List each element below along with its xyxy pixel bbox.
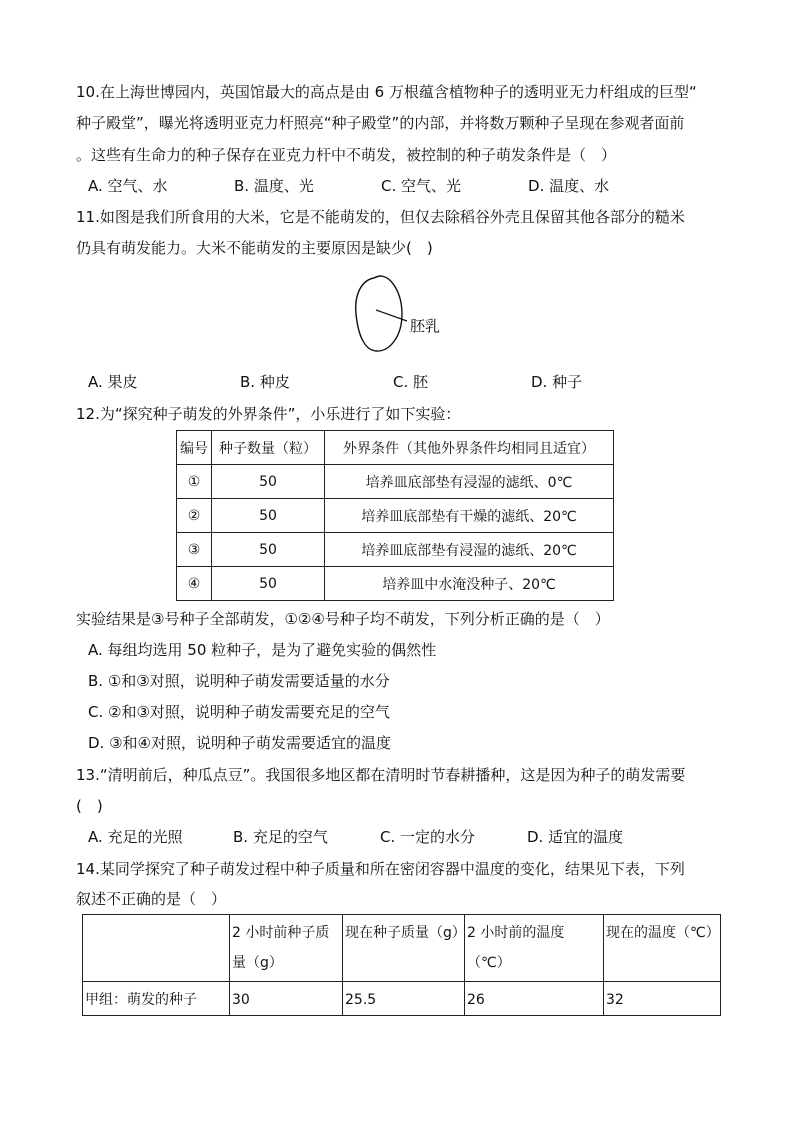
table-cell: 32 [604,982,721,1016]
table-cell: 50 [212,499,325,533]
header-cell: 种子数量（粒） [212,431,325,465]
q13-option-d: D. 适宜的温度 [527,828,624,846]
header-cell: 现在的温度（℃） [604,915,721,982]
rice-grain-figure [340,272,420,356]
q14-line-1: 14.某同学探究了种子萌发过程中种子质量和所在密闭容器中温度的变化，结果见下表，下列 [76,860,685,878]
q11-option-d: D. 种子 [531,373,583,391]
q12-experiment-table [176,430,614,601]
table-cell: 50 [212,533,325,567]
q13-option-c: C. 一定的水分 [380,828,476,846]
header-cell: 现在种子质量（g） [343,915,465,982]
q11-option-c: C. 胚 [393,373,429,391]
table-row [177,465,614,499]
q12-intro: 12.为“探究种子萌发的外界条件”，小乐进行了如下实验： [76,405,461,423]
table-cell: 30 [230,982,343,1016]
q14-line-2: 叙述不正确的是（ ） [76,890,227,908]
q12-option-c: C. ②和③对照，说明种子萌发需要充足的空气 [88,703,390,721]
table-cell: 50 [212,567,325,601]
q12-option-d: D. ③和④对照，说明种子萌发需要适宜的温度 [88,734,391,752]
endosperm-label: 胚乳 [410,317,441,335]
q11-line-2: 仍具有萌发能力。大米不能萌发的主要原因是缺少( ) [76,239,433,257]
table-cell: ④ [177,567,212,601]
q10-option-d: D. 温度、水 [528,177,610,195]
q10-option-b: B. 温度、光 [234,177,314,195]
table-cell: 26 [465,982,604,1016]
q12-result: 实验结果是③号种子全部萌发，①②④号种子均不萌发，下列分析正确的是（ ） [76,610,610,628]
table-cell: 培养皿底部垫有干燥的滤纸、20℃ [325,499,614,533]
table-row [83,982,721,1016]
q10-option-c: C. 空气、光 [381,177,462,195]
q12-option-b: B. ①和③对照，说明种子萌发需要适量的水分 [88,672,390,690]
q13-option-b: B. 充足的空气 [233,828,328,846]
q13-option-a: A. 充足的光照 [88,828,183,846]
table-cell: 25.5 [343,982,465,1016]
header-cell: 2 小时前种子质量（g） [230,915,343,982]
table-cell: 培养皿底部垫有浸湿的滤纸、20℃ [325,533,614,567]
header-cell [83,915,230,982]
table-cell: 甲组：萌发的种子 [83,982,230,1016]
table-cell: 培养皿中水淹没种子、20℃ [325,567,614,601]
table-row [177,533,614,567]
table-cell: ① [177,465,212,499]
q11-option-a: A. 果皮 [88,373,138,391]
header-cell: 外界条件（其他外界条件均相同且适宜） [325,431,614,465]
table-header-row [177,431,614,465]
table-cell: ③ [177,533,212,567]
table-cell: ② [177,499,212,533]
q10-option-a: A. 空气、水 [88,177,168,195]
q10-line-1: 10.在上海世博园内，英国馆最大的高点是由 6 万根蕴含植物种子的透明亚无力杆组成的巨型“ [76,83,697,101]
q10-line-2: 种子殿堂”，曝光将透明亚克力杆照亮“种子殿堂”的内部，并将数万颗种子呈现在参观者面前 [76,114,685,132]
q14-data-table [82,914,721,1016]
table-row [177,567,614,601]
q11-line-1: 11.如图是我们所食用的大米，它是不能萌发的，但仅去除稻谷外壳且保留其他各部分的糙米 [76,208,685,226]
table-cell: 50 [212,465,325,499]
header-cell: 编号 [177,431,212,465]
q13-line-1: 13.“清明前后，种瓜点豆”。我国很多地区都在清明时节春耕播种，这是因为种子的萌发需要 [76,766,686,784]
q13-line-2: ( ) [76,797,103,815]
q11-option-b: B. 种皮 [240,373,290,391]
table-row [177,499,614,533]
table-cell: 培养皿底部垫有浸湿的滤纸、0℃ [325,465,614,499]
header-cell: 2 小时前的温度（℃） [465,915,604,982]
table-header-row [83,915,721,982]
q10-line-3: 。这些有生命力的种子保存在亚克力杆中不萌发，被控制的种子萌发条件是（ ） [76,146,617,164]
q12-option-a: A. 每组均选用 50 粒种子，是为了避免实验的偶然性 [88,641,437,659]
